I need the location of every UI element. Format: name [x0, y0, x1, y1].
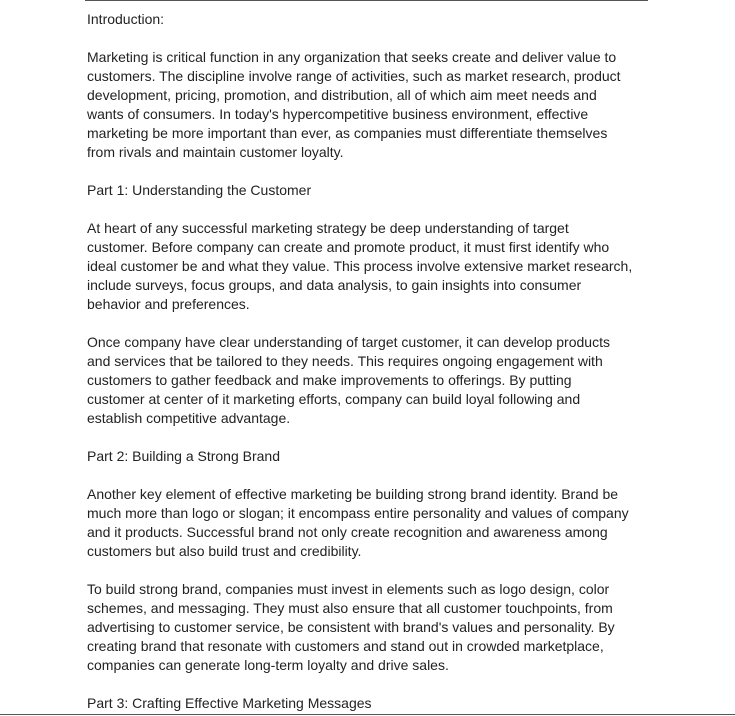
top-divider — [85, 0, 648, 1]
document-body — [87, 10, 652, 716]
bottom-divider — [0, 714, 735, 715]
part2-paragraph-1: Another key element of effective marketing be building strong brand identity. Brand be much more than logo or slogan; it encompass entire personality and values of company and it products. Successful brand not only create recognition and awareness among customers but also build trust and credibility. — [87, 486, 629, 559]
part2-heading: Part 2: Building a Strong Brand — [87, 448, 281, 464]
part1-heading: Part 1: Understanding the Customer — [87, 182, 312, 198]
part1-paragraph-2: Once company have clear understanding of target customer, it can develop products and services that be tailored to they needs. This requires ongoing engagement with customers to gather feedback and make improvements to offerings. By putting customer at center of it marketing efforts, company can build loyal following and establish competitive advantage. — [87, 334, 610, 426]
part1-paragraph-1: At heart of any successful marketing strategy be deep understanding of target customer. Before company can create and promote product, it must first identify who ideal customer be and what they value. This process involve extensive market research, include surveys, focus groups, and data analysis, to gain insights into consumer behavior and preferences. — [87, 220, 633, 312]
introduction-heading: Introduction: — [87, 11, 165, 27]
intro-paragraph: Marketing is critical function in any organization that seeks create and deliver value to customers. The discipline involve range of activities, such as market research, product development, pricing, promotion, and distribution, all of which aim meet needs and wants of consumers. In today's hypercompetitive business environment, effective marketing be more important than ever, as companies must differentiate themselves from rivals and maintain customer loyalty. — [87, 49, 621, 160]
part3-heading: Part 3: Crafting Effective Marketing Messages — [87, 695, 372, 711]
part2-paragraph-2: To build strong brand, companies must invest in elements such as logo design, color schemes, and messaging. They must also ensure that all customer touchpoints, from advertising to customer service, be consistent with brand's values and personality. By creating brand that resonate with customers and stand out in crowded marketplace, companies can generate long-term loyalty and drive sales. — [87, 581, 615, 673]
